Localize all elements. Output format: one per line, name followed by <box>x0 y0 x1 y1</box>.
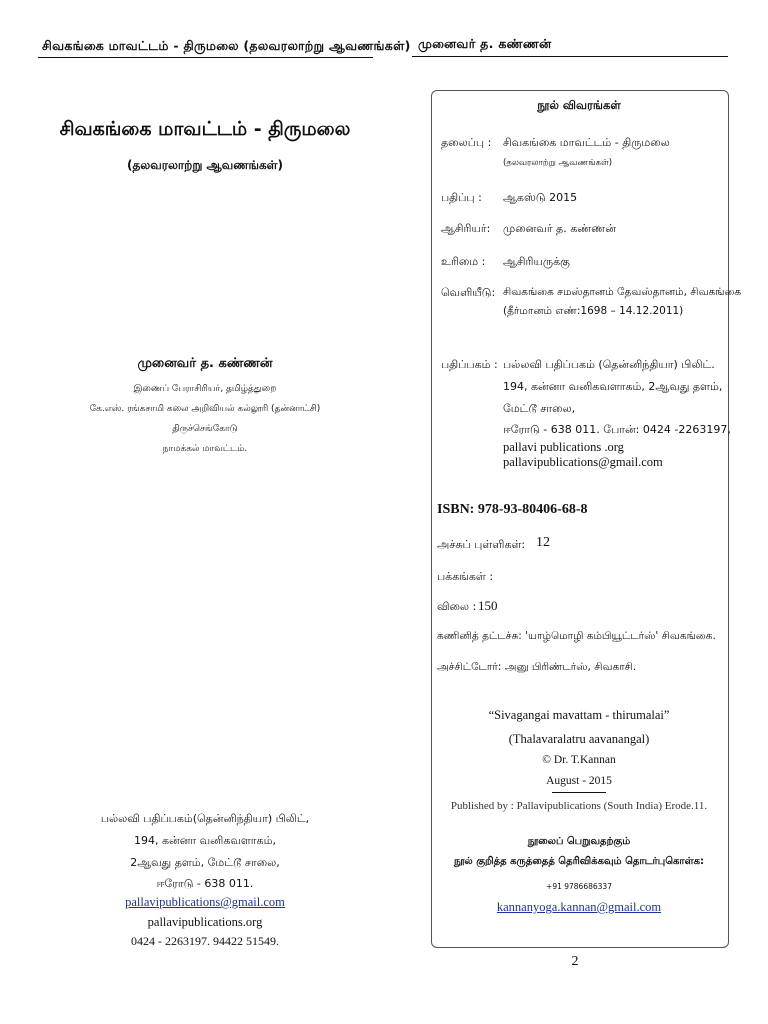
left-running-header: சிவகங்கை மாவட்டம் - திருமலை (தலவரலாற்று ஆவணங்கள்) <box>42 38 411 53</box>
page-number: 2 <box>571 954 579 969</box>
left-publisher-line-1: பல்லவி பதிப்பகம்(தென்னிந்தியா) பிலிட், <box>100 812 310 825</box>
contact-line-2: நூல் குறித்த கருத்தைத் தெரிவிக்கவும் தொடர்புகொள்க: <box>453 856 705 867</box>
details-box-title: நூல் விவரங்கள் <box>537 98 621 112</box>
print-points-label: அச்சுப் புள்ளிகள்: <box>437 538 526 551</box>
release-label: வெளியீடு: <box>441 286 496 299</box>
isbn: ISBN: 978-93-80406-68-8 <box>437 502 588 517</box>
english-date-underline <box>552 792 606 793</box>
edition-value: ஆகஸ்டு 2015 <box>503 191 578 204</box>
english-date: August - 2015 <box>546 775 612 787</box>
price-value: 150 <box>478 598 498 613</box>
rights-label: உரிமை : <box>441 255 486 268</box>
pages-label: பக்கங்கள் : <box>437 570 494 583</box>
publisher-line-3: மேட்டூ சாலை, <box>503 402 576 415</box>
author-district: நாமக்கல் மாவட்டம். <box>162 444 248 454</box>
author-name: முனைவர் த. கண்ணன் <box>137 356 273 371</box>
left-publisher-line-3: 2ஆவது தளம், மேட்டூ சாலை, <box>130 856 280 869</box>
publisher-line-2: 194, கன்னா வனிகவளாகம், 2ஆவது தளம், <box>503 380 723 393</box>
english-author: © Dr. T.Kannan <box>542 754 616 766</box>
left-publisher-line-4: ஈரோடு - 638 011. <box>156 877 254 890</box>
english-subtitle: (Thalavaralatru aavanangal) <box>508 732 650 746</box>
author-value: முனைவர் த. கண்ணன் <box>503 222 616 235</box>
print-points-value: 12 <box>536 535 550 550</box>
right-header-rule <box>412 56 728 57</box>
title-sub-value: (தலவரலாற்று ஆவணங்கள்) <box>503 158 613 168</box>
author-label: ஆசிரியர்: <box>441 222 491 235</box>
published-by: Published by : Pallavipublications (South India) Erode.11. <box>450 800 708 812</box>
book-title: சிவகங்கை மாவட்டம் - திருமலை <box>59 118 351 140</box>
release-sub-value: (தீர்மானம் எண்:1698 – 14.12.2011) <box>503 305 684 317</box>
publisher-line-4: ஈரோடு - 638 011. போன்: 0424 -2263197, <box>503 423 731 436</box>
author-designation: இணைப் பேராசிரியர், தமிழ்த்துறை <box>133 384 277 394</box>
left-publisher-line-2: 194, கன்னா வனிகவளாகம், <box>134 834 276 847</box>
edition-label: பதிப்பு : <box>441 191 482 204</box>
printer: அச்சிட்டோர்: அனு பிரிண்டர்ஸ், சிவகாசி. <box>437 661 637 673</box>
rights-value: ஆசிரியருக்கு <box>503 255 570 268</box>
contact-email-link[interactable]: kannanyoga.kannan@gmail.com <box>496 900 662 914</box>
publisher-line-1: பல்லவி பதிப்பகம் (தென்னிந்தியா) பிலிட். <box>503 358 715 371</box>
publisher-email: pallavipublications@gmail.com <box>503 455 663 469</box>
contact-line-1: நூலைப் பெறுவதற்கும் <box>527 836 631 847</box>
title-label: தலைப்பு : <box>441 136 492 149</box>
left-phones: 0424 - 2263197. 94422 51549. <box>131 934 279 948</box>
contact-phone: +91 9786686337 <box>546 882 612 891</box>
right-running-header: முனைவர் த. கண்ணன் <box>418 36 552 51</box>
english-title: “Sivagangai mavattam - thirumalai” <box>488 708 670 722</box>
typesetting: கணினித் தட்டச்சு: 'யாழ்மொழி கம்பியூட்டர்ஸ்' சிவகங்கை. <box>437 630 716 642</box>
left-email-link[interactable]: pallavipublications@gmail.com <box>125 895 285 909</box>
left-website: pallavipublications.org <box>147 915 263 929</box>
publisher-website: pallavi publications .org <box>503 440 624 454</box>
price-label: விலை : <box>437 600 477 613</box>
book-subtitle: (தலவரலாற்று ஆவணங்கள்) <box>127 158 283 172</box>
left-header-rule <box>38 57 373 58</box>
book-details-box <box>431 90 729 948</box>
title-value: சிவகங்கை மாவட்டம் - திருமலை <box>503 136 670 149</box>
release-value: சிவகங்கை சமஸ்தானம் தேவஸ்தானம், சிவகங்கை <box>503 286 742 298</box>
publisher-label: பதிப்பகம் : <box>441 358 498 371</box>
author-city: திருச்செங்கோடு <box>172 424 238 434</box>
author-college: கே.எஸ். ரங்கசாமி கலை அறிவியல் கல்லூரி (தன்னாட்சி) <box>89 404 321 414</box>
